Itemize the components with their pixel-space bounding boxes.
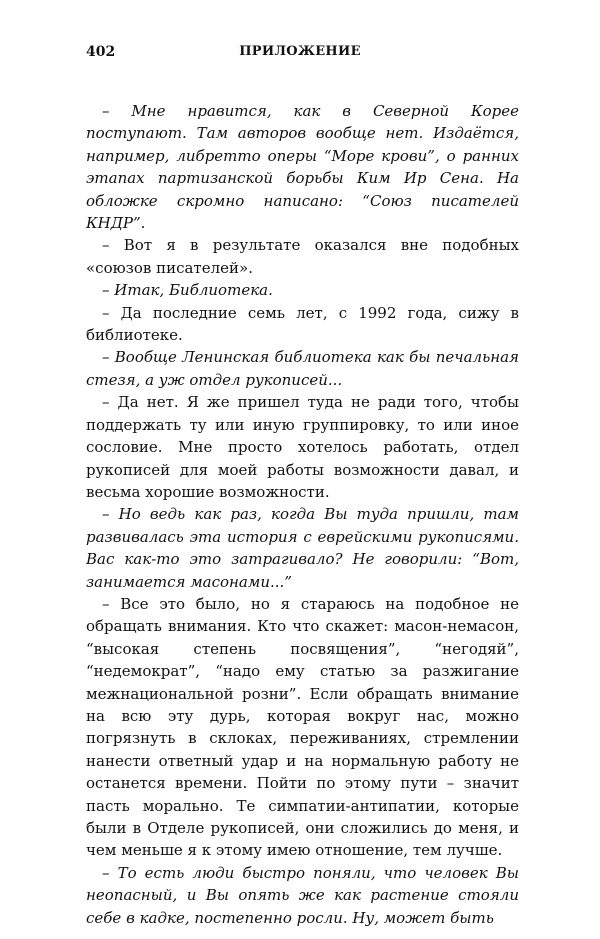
paragraph-question: – Вообще Ленинская библиотека как бы печальная стезя, а уж отдел рукописей...: [86, 348, 519, 389]
page-header: [86, 44, 514, 66]
paragraph-question: – Итак, Библиотека.: [102, 281, 273, 300]
paragraph-answer: – Вот я в результате оказался вне подобных «союзов писателей».: [86, 236, 519, 277]
paragraph-question: – То есть люди быстро поняли, что человек Вы неопасный, и Вы опять же как растение стояли себе в кадке, постепенно росли. Ну, может быть: [86, 863, 519, 927]
page-number: 402: [86, 44, 116, 60]
body-text: [86, 100, 519, 929]
paragraph-answer: – Да нет. Я же пришел туда не ради того, чтобы поддержать ту или иную группировку, то или иное сословие. Мне просто хотелось работать, отдел рукописей для моей работы возможности давал, и весьма хорошие возможности.: [86, 393, 519, 501]
paragraph-answer: – Все это было, но я стараюсь на подобное не обращать внимания. Кто что скажет: масон-немасон, “высокая степень посвящения”, “негодяй”, “недемократ”, “надо ему статью за разжигание межнациональной розни”. Если обращать внимание на всю эту дурь, которая вокруг нас, можно погрязнуть в склоках, переживаниях, стремлении нанести ответный удар и на нормальную работу не останется времени. Пойти по этому пути – значит пасть морально. Те симпатии-антипатии, которые были в Отделе рукописей, они сложились до меня, и чем меньше я к этому имею отношение, тем лучше.: [86, 594, 519, 860]
running-title: ПРИЛОЖЕНИЕ: [239, 44, 361, 59]
paragraph-question: – Но ведь как раз, когда Вы туда пришли, там развивалась эта история с еврейскими рукописями. Вас как-то это затрагивало? Не говорили: “Вот, занимается масонами...”: [86, 505, 519, 591]
paragraph-answer: – Да последние семь лет, с 1992 года, сижу в библиотеке.: [86, 303, 519, 345]
paragraph-question: – Мне нравится, как в Северной Корее поступают. Там авторов вообще нет. Издаётся, например, либретто оперы “Море крови”, о ранних этапах партизанской борьбы Ким Ир Сена. На обложке скромно написано: “Союз писателей КНДР”.: [86, 102, 519, 233]
